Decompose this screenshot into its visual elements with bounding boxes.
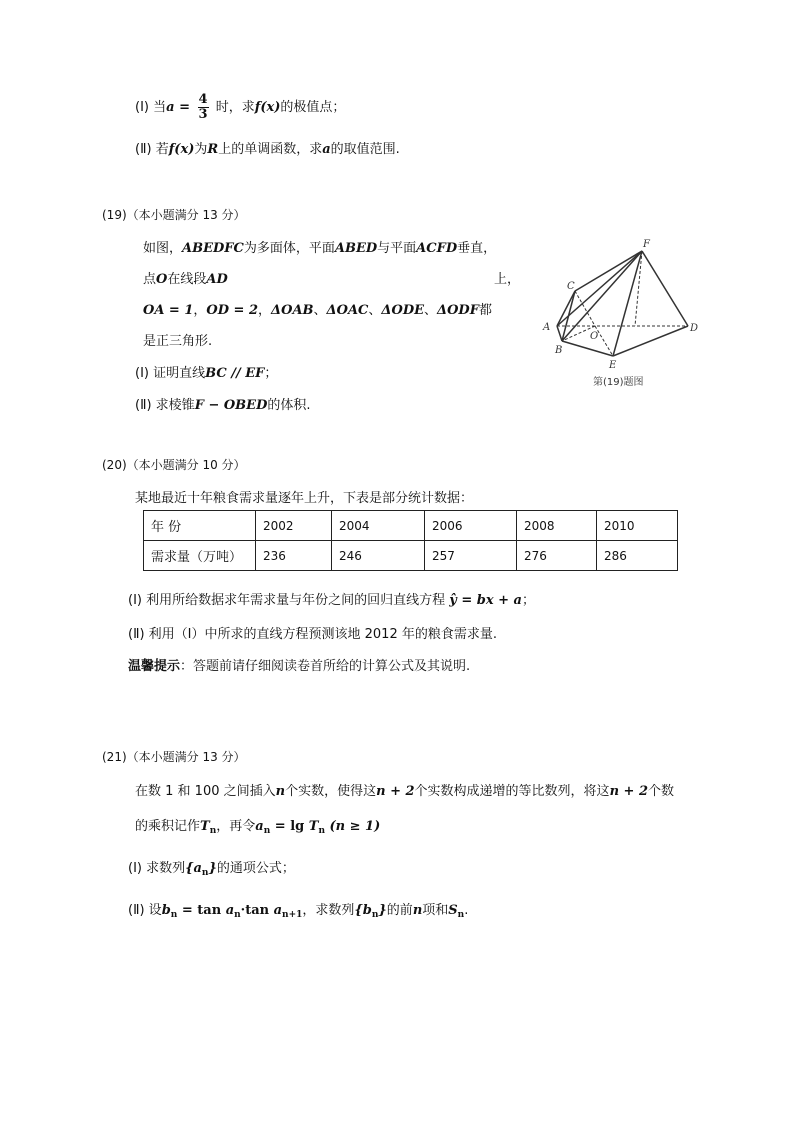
- text: (Ⅱ) 求棱锥: [135, 398, 195, 413]
- math: {a: [185, 861, 202, 876]
- math: ŷ = bx + a: [449, 593, 522, 608]
- q21-part1: [128, 857, 295, 878]
- math: = lg: [270, 819, 309, 834]
- table-cell: 236: [256, 541, 332, 571]
- text: 、: [313, 303, 327, 318]
- q19-part1: [135, 362, 277, 381]
- text: ；: [521, 593, 535, 608]
- q19-line3: [143, 299, 492, 318]
- subscript: n: [318, 826, 325, 836]
- math: a: [273, 903, 283, 918]
- text: 的前: [386, 903, 413, 918]
- q19-line2: [143, 268, 228, 287]
- math: ABEDFC: [182, 241, 244, 256]
- edge-ED: [613, 326, 688, 356]
- table-cell: 286: [597, 541, 678, 571]
- subscript: n: [170, 910, 178, 920]
- math: b: [161, 903, 171, 918]
- text: 为: [194, 142, 208, 157]
- math: = tan: [177, 903, 226, 918]
- edge-FD: [642, 251, 688, 326]
- figure-edges: [557, 251, 688, 356]
- text: ；: [264, 366, 278, 381]
- text: 上的单调函数，求: [218, 142, 323, 157]
- math-set: R: [207, 142, 219, 157]
- math: (n ≥ 1): [324, 819, 381, 834]
- text: 如图，: [143, 241, 183, 256]
- polyhedron-figure: [540, 238, 705, 390]
- math: ACFD: [416, 241, 458, 256]
- table-cell: 2006: [425, 511, 517, 541]
- label-E: E: [609, 360, 617, 371]
- text: 个实数构成递增的等比数列，将这: [414, 784, 610, 799]
- q19-line2-end: 上，: [494, 272, 521, 287]
- text: 的取值范围.: [330, 142, 400, 157]
- subscript: n: [263, 826, 271, 836]
- math: n + 2: [376, 784, 415, 799]
- label-O: O: [590, 331, 599, 342]
- table-cell: 276: [517, 541, 597, 571]
- text: 个实数，使得这: [285, 784, 377, 799]
- table-cell: 年 份: [144, 511, 256, 541]
- math: n: [275, 784, 286, 799]
- frac-denominator: 3: [198, 107, 208, 122]
- data-table: [143, 510, 678, 571]
- math: n + 2: [609, 784, 649, 799]
- text: (Ⅰ) 求数列: [128, 861, 186, 876]
- text: ，: [258, 303, 272, 318]
- math: OD = 2: [206, 303, 259, 318]
- figure-hidden-edges: [557, 251, 688, 356]
- subscript: n: [209, 826, 217, 836]
- text: 时，求: [215, 100, 255, 115]
- math: F − OBED: [194, 398, 268, 413]
- table-row: [144, 541, 678, 571]
- q18-part2: [135, 138, 400, 157]
- text: 在线段: [167, 272, 207, 287]
- subscript: n: [234, 910, 241, 920]
- math: AD: [206, 272, 228, 287]
- table-cell: 需求量（万吨）: [144, 541, 256, 571]
- part-number: (Ⅰ): [135, 100, 149, 115]
- math: ΔOAC: [326, 303, 369, 318]
- q20-part2: (Ⅱ) 利用（Ⅰ）中所求的直线方程预测该地 2012 年的粮食需求量.: [128, 627, 497, 642]
- q20-header: (20)（本小题满分 10 分）: [102, 458, 246, 472]
- tip-label: 温馨提示: [128, 659, 181, 674]
- text: 个数: [648, 784, 675, 799]
- label-C: C: [567, 281, 575, 292]
- math: O: [156, 272, 168, 287]
- q20-part1: [128, 589, 535, 608]
- text: ，: [193, 303, 207, 318]
- text: 若: [155, 142, 169, 157]
- edge-CA: [557, 291, 575, 326]
- q19-header: (19)（本小题满分 13 分）: [102, 208, 246, 222]
- label-F: F: [643, 239, 650, 250]
- math-var: a: [166, 100, 175, 115]
- math: a: [255, 819, 264, 834]
- figure-caption: 第(19)题图: [593, 377, 644, 388]
- math-var: a: [322, 142, 331, 157]
- math: }: [378, 903, 387, 918]
- table-cell: 2008: [517, 511, 597, 541]
- math: }: [208, 861, 217, 876]
- text: 在数 1 和 100 之间插入: [135, 784, 276, 799]
- math: n: [412, 903, 423, 918]
- text: 的极值点；: [280, 100, 346, 115]
- math: OA = 1: [143, 303, 194, 318]
- label-D: D: [690, 323, 699, 334]
- text: 、: [368, 303, 382, 318]
- edge-CO: [575, 291, 595, 326]
- part-number: (Ⅱ): [135, 142, 152, 157]
- text: 项和: [422, 903, 449, 918]
- text: ，再令: [216, 819, 256, 834]
- table-cell: 246: [332, 541, 425, 571]
- math: ΔODE: [381, 303, 424, 318]
- frac-numerator: 4: [198, 92, 208, 107]
- table-row: [144, 511, 678, 541]
- q19-line4: 是正三角形.: [143, 334, 213, 349]
- math: S: [448, 903, 458, 918]
- text: 都: [478, 303, 492, 318]
- label-B: B: [555, 345, 563, 356]
- q21-part2: [128, 899, 468, 920]
- q20-intro: 某地最近十年粮食需求量逐年上升，下表是部分统计数据：: [135, 491, 474, 506]
- subscript: n: [457, 910, 465, 920]
- text: 垂直，: [457, 241, 497, 256]
- subscript: n: [201, 868, 209, 878]
- q18-part1: [135, 93, 345, 122]
- table-cell: 257: [425, 541, 517, 571]
- math: T: [200, 819, 210, 834]
- text: (Ⅱ) 设: [128, 903, 162, 918]
- text: 当: [153, 100, 167, 115]
- text: ，求数列: [302, 903, 355, 918]
- q20-tip: [128, 655, 470, 674]
- text: (Ⅰ) 利用所给数据求年需求量与年份之间的回归直线方程: [128, 593, 446, 608]
- math: ΔOAB: [271, 303, 314, 318]
- math: ·tan: [240, 903, 274, 918]
- q19-line1: [143, 237, 496, 256]
- text: 的体积.: [267, 398, 311, 413]
- math: ΔODF: [437, 303, 479, 318]
- text: 与平面: [377, 241, 417, 256]
- math: ABED: [334, 241, 378, 256]
- text: 为多面体，平面: [243, 241, 335, 256]
- math-fx: f(x): [254, 100, 281, 115]
- subscript: n: [371, 910, 379, 920]
- math: {b: [354, 903, 372, 918]
- math: a: [225, 903, 235, 918]
- q21-line1: [135, 780, 674, 799]
- text: 的通项公式；: [216, 861, 295, 876]
- table-cell: 2002: [256, 511, 332, 541]
- text: ：答题前请仔细阅读卷首所给的计算公式及其说明.: [180, 659, 471, 674]
- text: .: [464, 903, 469, 918]
- edge-AB: [557, 326, 562, 341]
- q21-line2: [135, 815, 380, 836]
- label-A: A: [543, 322, 551, 333]
- q21-header: (21)（本小题满分 13 分）: [102, 750, 246, 764]
- math-op: =: [174, 100, 195, 115]
- q19-part2: [135, 394, 311, 413]
- math-fx: f(x): [168, 142, 195, 157]
- text: 、: [424, 303, 438, 318]
- fraction: [198, 93, 209, 122]
- text: (Ⅰ) 证明直线: [135, 366, 206, 381]
- text: 点: [143, 272, 157, 287]
- text: 的乘积记作: [135, 819, 201, 834]
- subscript: n+1: [282, 910, 303, 920]
- table-cell: 2010: [597, 511, 678, 541]
- table-cell: 2004: [332, 511, 425, 541]
- math: T: [308, 819, 319, 834]
- math: BC // EF: [205, 366, 265, 381]
